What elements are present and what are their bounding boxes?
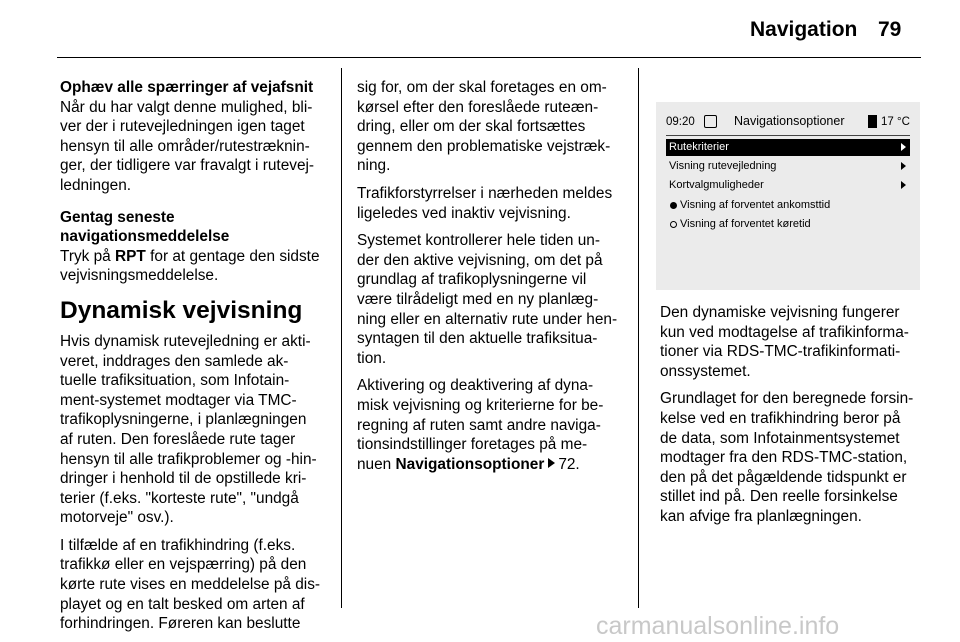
menu-item-kortvalgmuligheder[interactable]: Kortvalgmuligheder [666,177,910,194]
paragraph: Hvis dynamisk rutevejledning er akti- veret, inddrages den samlede ak- tuelle trafiksituation, som Infotain- ment-systemet modtager via TMC- trafikoplysningerne, i planlægningen af ruten. Den foreslåede rute tager hensyn til alle trafikproblemer og -hin- dringer i henhold til de opstillede kri- terier (f.eks. "korteste rute", "undgå motorveje" osv.). [60,332,317,527]
column-divider [341,68,342,608]
subheading: Gentag seneste navigationsmeddelelse [60,208,230,246]
chevron-right-icon [901,181,906,189]
page-number: 79 [878,18,902,41]
paragraph: sig for, om der skal foretages en om- kørsel efter den foreslåede ruteæn- dring, eller om der skal fortsættes gennem den problematiske vejstræk- ning. [357,79,611,175]
paragraph: Grundlaget for den beregnede forsin- kelse ved en trafikhindring beror på de data, som Infotainmentsystemet modtager fra den RDS-TMC-station, den på det pågældende tidspunkt er stillet ind på. Den reelle forsinkelse kan afvige fra planlægningen. [660,390,914,525]
page-reference-icon [548,458,555,468]
paragraph: Tryk på RPT for at gentage den sidste vejvisningsmeddelelse. [60,247,320,285]
navigation-options-screen [656,102,920,290]
back-icon [704,115,717,128]
screen-clock: 09:20 [666,116,695,128]
menu-item-rutekriterier[interactable]: Rutekriterier [666,139,910,156]
watermark: carmanualsonline.info [596,612,840,640]
page-reference: 72. [558,455,580,473]
paragraph: Aktivering og deaktivering af dyna- misk vejvisning og kriterierne for be- regning af ruten samt andre naviga- tionsindstillinger foretages på me- nuen Navigationsoptioner 72. [357,377,604,473]
chevron-right-icon [901,143,906,151]
menu-item-visning-rutevejledning[interactable]: Visning rutevejledning [666,158,910,175]
column-divider [638,68,639,608]
menu-reference: Navigationsoptioner [395,455,545,473]
screen-temperature: 17 °C [881,116,910,128]
phone-icon [868,115,877,128]
screen-title: Navigationsoptioner [734,114,845,128]
column-2 [357,78,632,482]
paragraph: Den dynamiske vejvisning fungerer kun ved modtagelse af trafikinforma- tioner via RDS-TMC-trafikinformati- onssystemet. [660,304,909,380]
screen-divider [666,135,910,136]
radio-ankomsttid[interactable]: Visning af forventet ankomsttid [666,197,910,214]
paragraph: Systemet kontrollerer hele tiden un- der den aktive vejvisning, om det på grundlag af trafikoplysningerne vil være tilrådeligt med en ny planlæg- ning eller en alternativ rute under hen- syntagen til den aktuelle trafiksitua- tion. [357,232,618,367]
section-title: Dynamisk vejvisning [60,296,303,324]
column-3 [660,303,935,535]
paragraph: Trafikforstyrrelser i nærheden meldes ligeledes ved inaktiv vejvisning. [357,184,613,222]
radio-koeretid[interactable]: Visning af forventet køretid [666,216,910,233]
screen-header [666,112,910,134]
page-title: Navigation [750,18,858,41]
paragraph: Når du har valgt denne mulighed, bli- ver der i rutevejledningen igen taget hensyn til alle områder/rutestræknin- ger, der tidligere var fravalgt i rutevej- ledningen. [60,98,315,194]
paragraph: I tilfælde af en trafikhindring (f.eks. trafikkø eller en vejspærring) på den kørte rute vises en meddelelse på dis- playet og en talt besked om arten af forhindringen. Føreren kan beslutte [60,536,321,633]
radio-selected-icon [670,202,677,209]
chevron-right-icon [901,162,906,170]
rpt-button-label: RPT [115,247,146,265]
radio-unselected-icon [670,221,677,228]
column-1 [60,78,335,642]
header-rule [57,57,921,58]
subheading: Ophæv alle spærringer af vejafsnit [60,79,314,96]
